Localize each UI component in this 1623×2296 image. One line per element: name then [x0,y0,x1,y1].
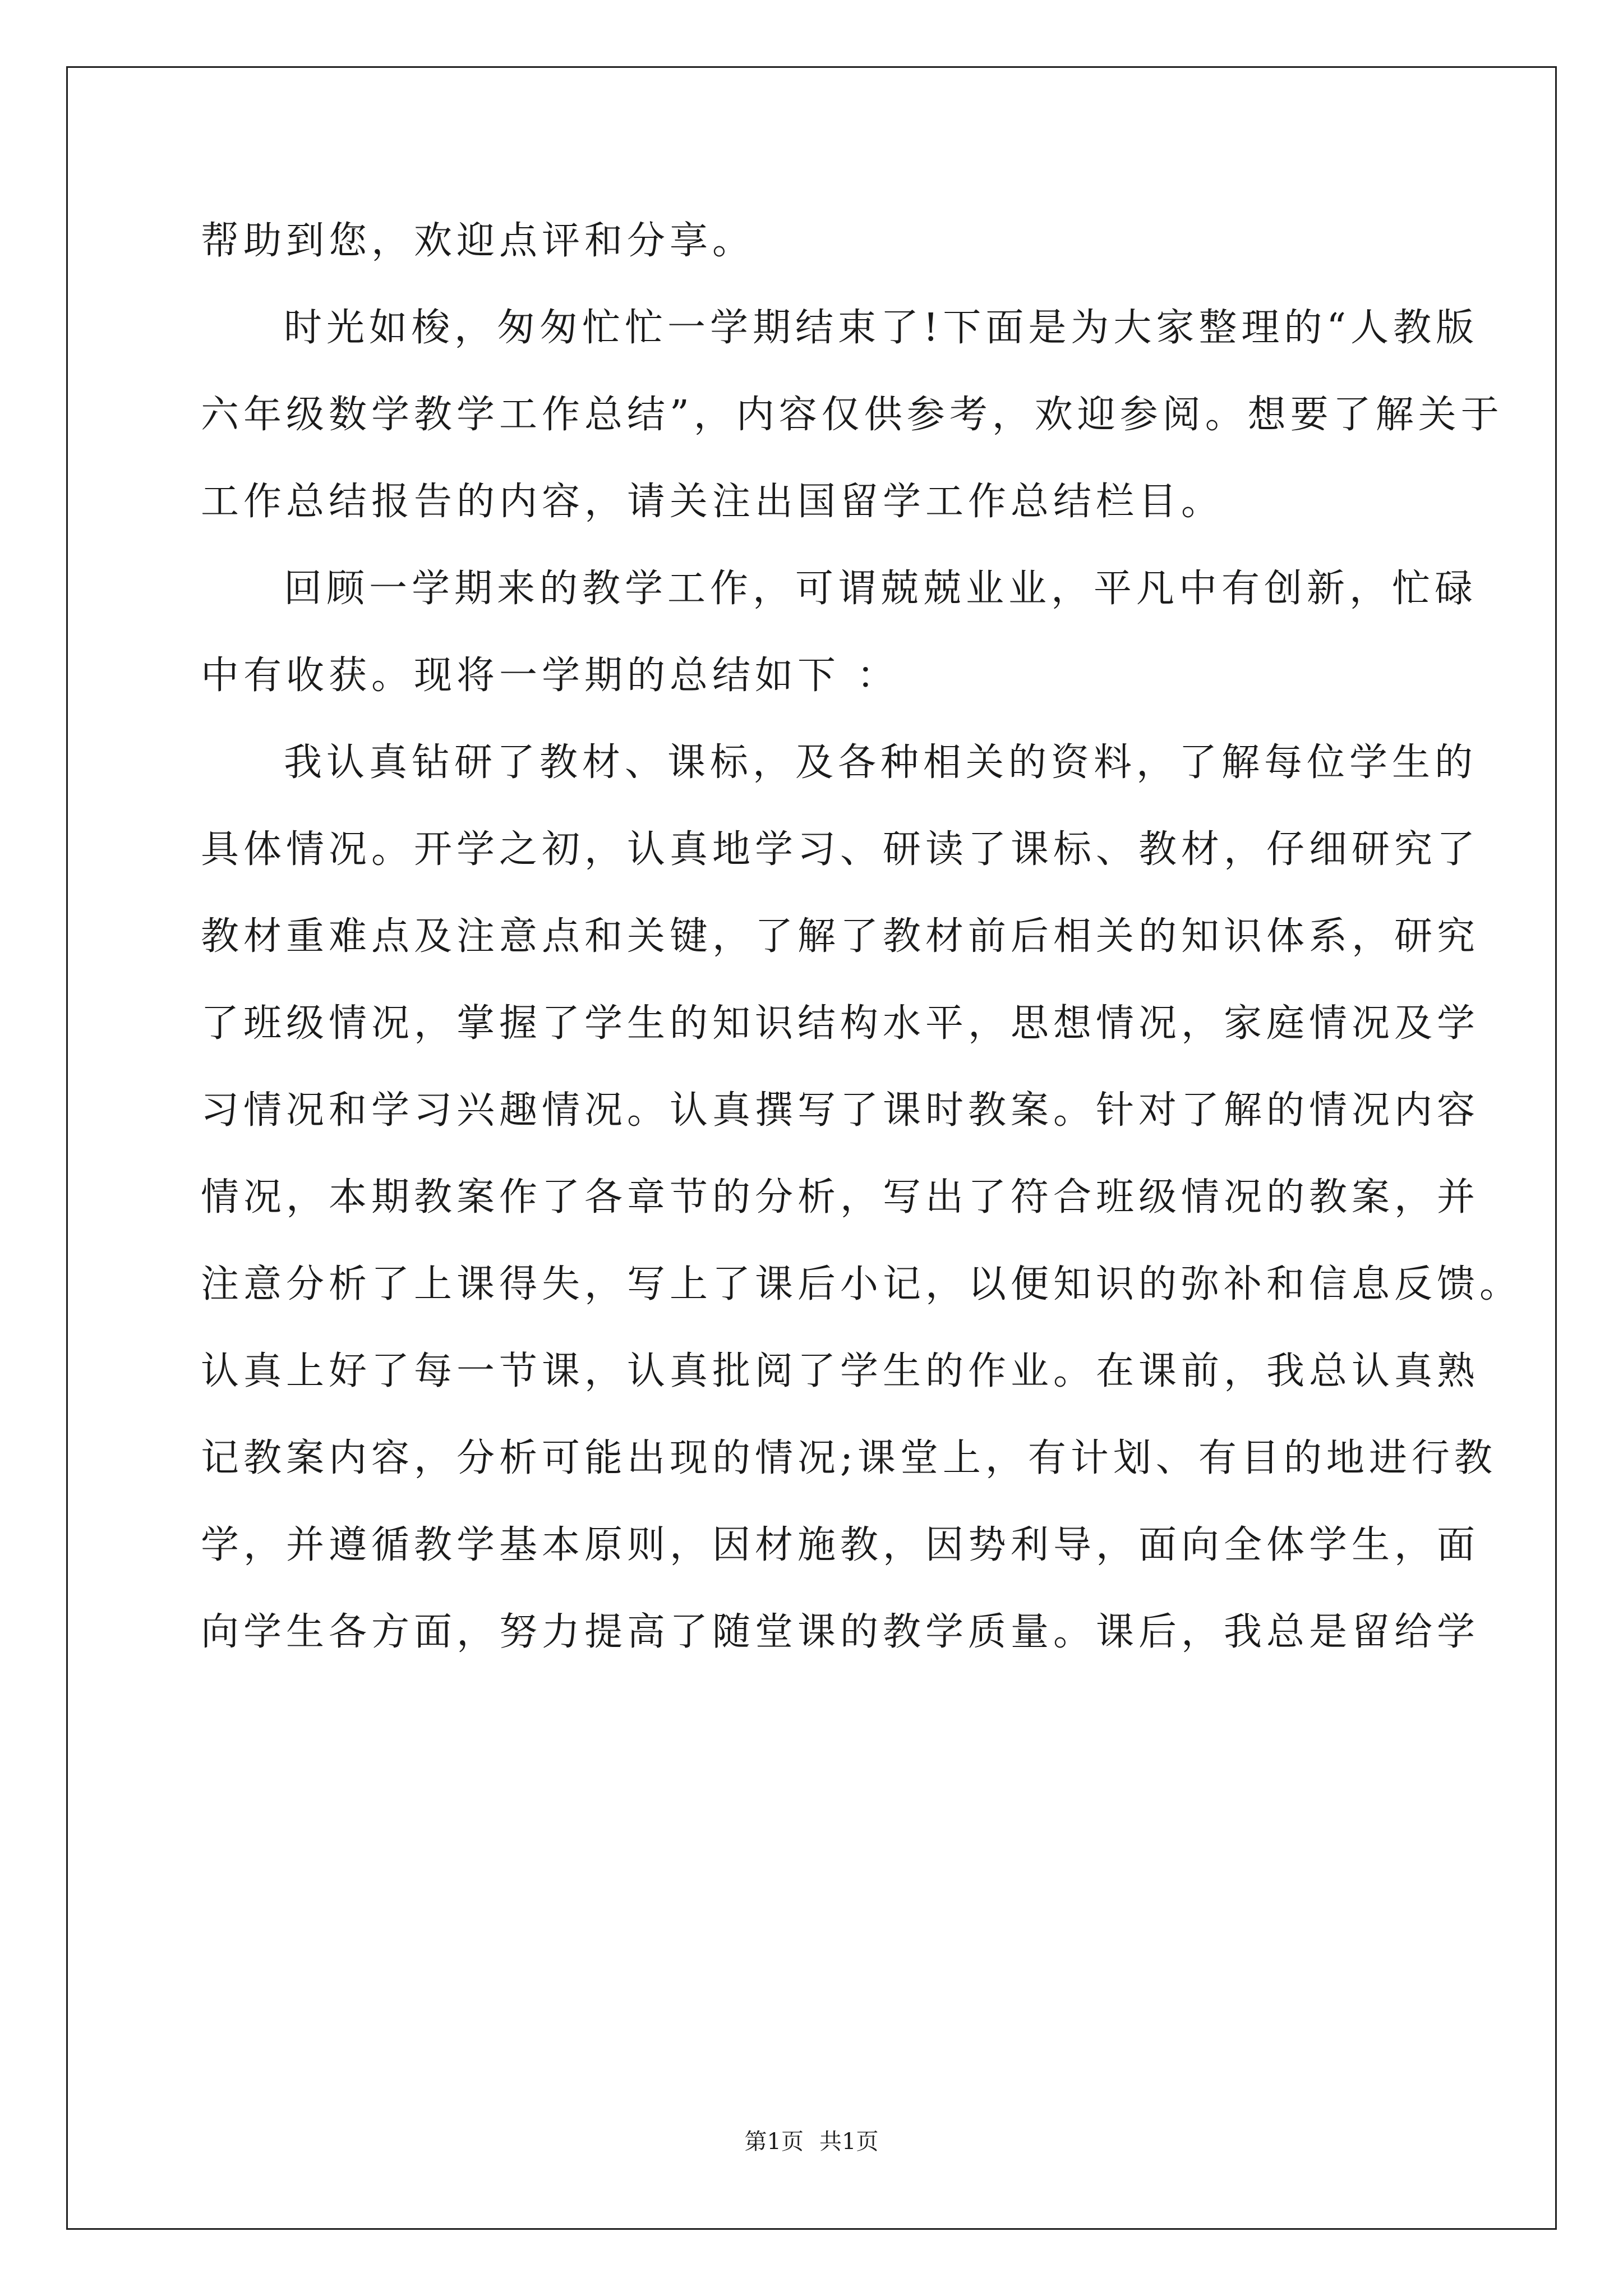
text-line-5: 回顾一学期来的教学工作，可谓兢兢业业，平凡中有创新，忙碌 [284,567,1478,611]
text-line-10: 了班级情况，掌握了学生的知识结构水平，思想情况，家庭情况及学 [201,1001,1480,1046]
text-line-14: 认真上好了每一节课，认真批阅了学生的作业。在课前，我总认真熟 [201,1349,1480,1393]
text-line-6: 中有收获。现将一学期的总结如下 ： [201,654,900,698]
page-number: 第1页 [744,2129,804,2155]
text-line-16: 学，并遵循教学基本原则，因材施教，因势利导，面向全体学生，面 [201,1523,1480,1567]
page-footer [0,2128,1623,2155]
text-line-12: 情况，本期教案作了各章节的分析，写出了符合班级情况的教案，并 [201,1175,1480,1220]
text-line-11: 习情况和学习兴趣情况。认真撰写了课时教案。针对了解的情况内容 [201,1088,1480,1133]
text-line-8: 具体情况。开学之初，认真地学习、研读了课标、教材，仔细研究了 [201,827,1480,872]
page-total: 共1页 [819,2129,879,2155]
document-body [201,197,1523,1676]
text-line-15: 记教案内容，分析可能出现的情况;课堂上，有计划、有目的地进行教 [201,1436,1497,1480]
text-line-7: 我认真钻研了教材、课标，及各种相关的资料，了解每位学生的 [284,740,1478,785]
text-line-3: 六年级数学教学工作总结”，内容仅供参考，欢迎参阅。想要了解关于 [201,393,1504,437]
text-line-1: 帮助到您，欢迎点评和分享。 [201,219,755,263]
text-line-4: 工作总结报告的内容，请关注出国留学工作总结栏目。 [201,480,1224,524]
text-line-2: 时光如梭，匆匆忙忙一学期结束了!下面是为大家整理的“人教版 [284,306,1479,350]
text-line-9: 教材重难点及注意点和关键，了解了教材前后相关的知识体系，研究 [201,914,1480,959]
text-line-13: 注意分析了上课得失，写上了课后小记，以便知识的弥补和信息反馈。 [201,1262,1523,1306]
text-line-17: 向学生各方面，努力提高了随堂课的教学质量。课后，我总是留给学 [201,1610,1480,1654]
